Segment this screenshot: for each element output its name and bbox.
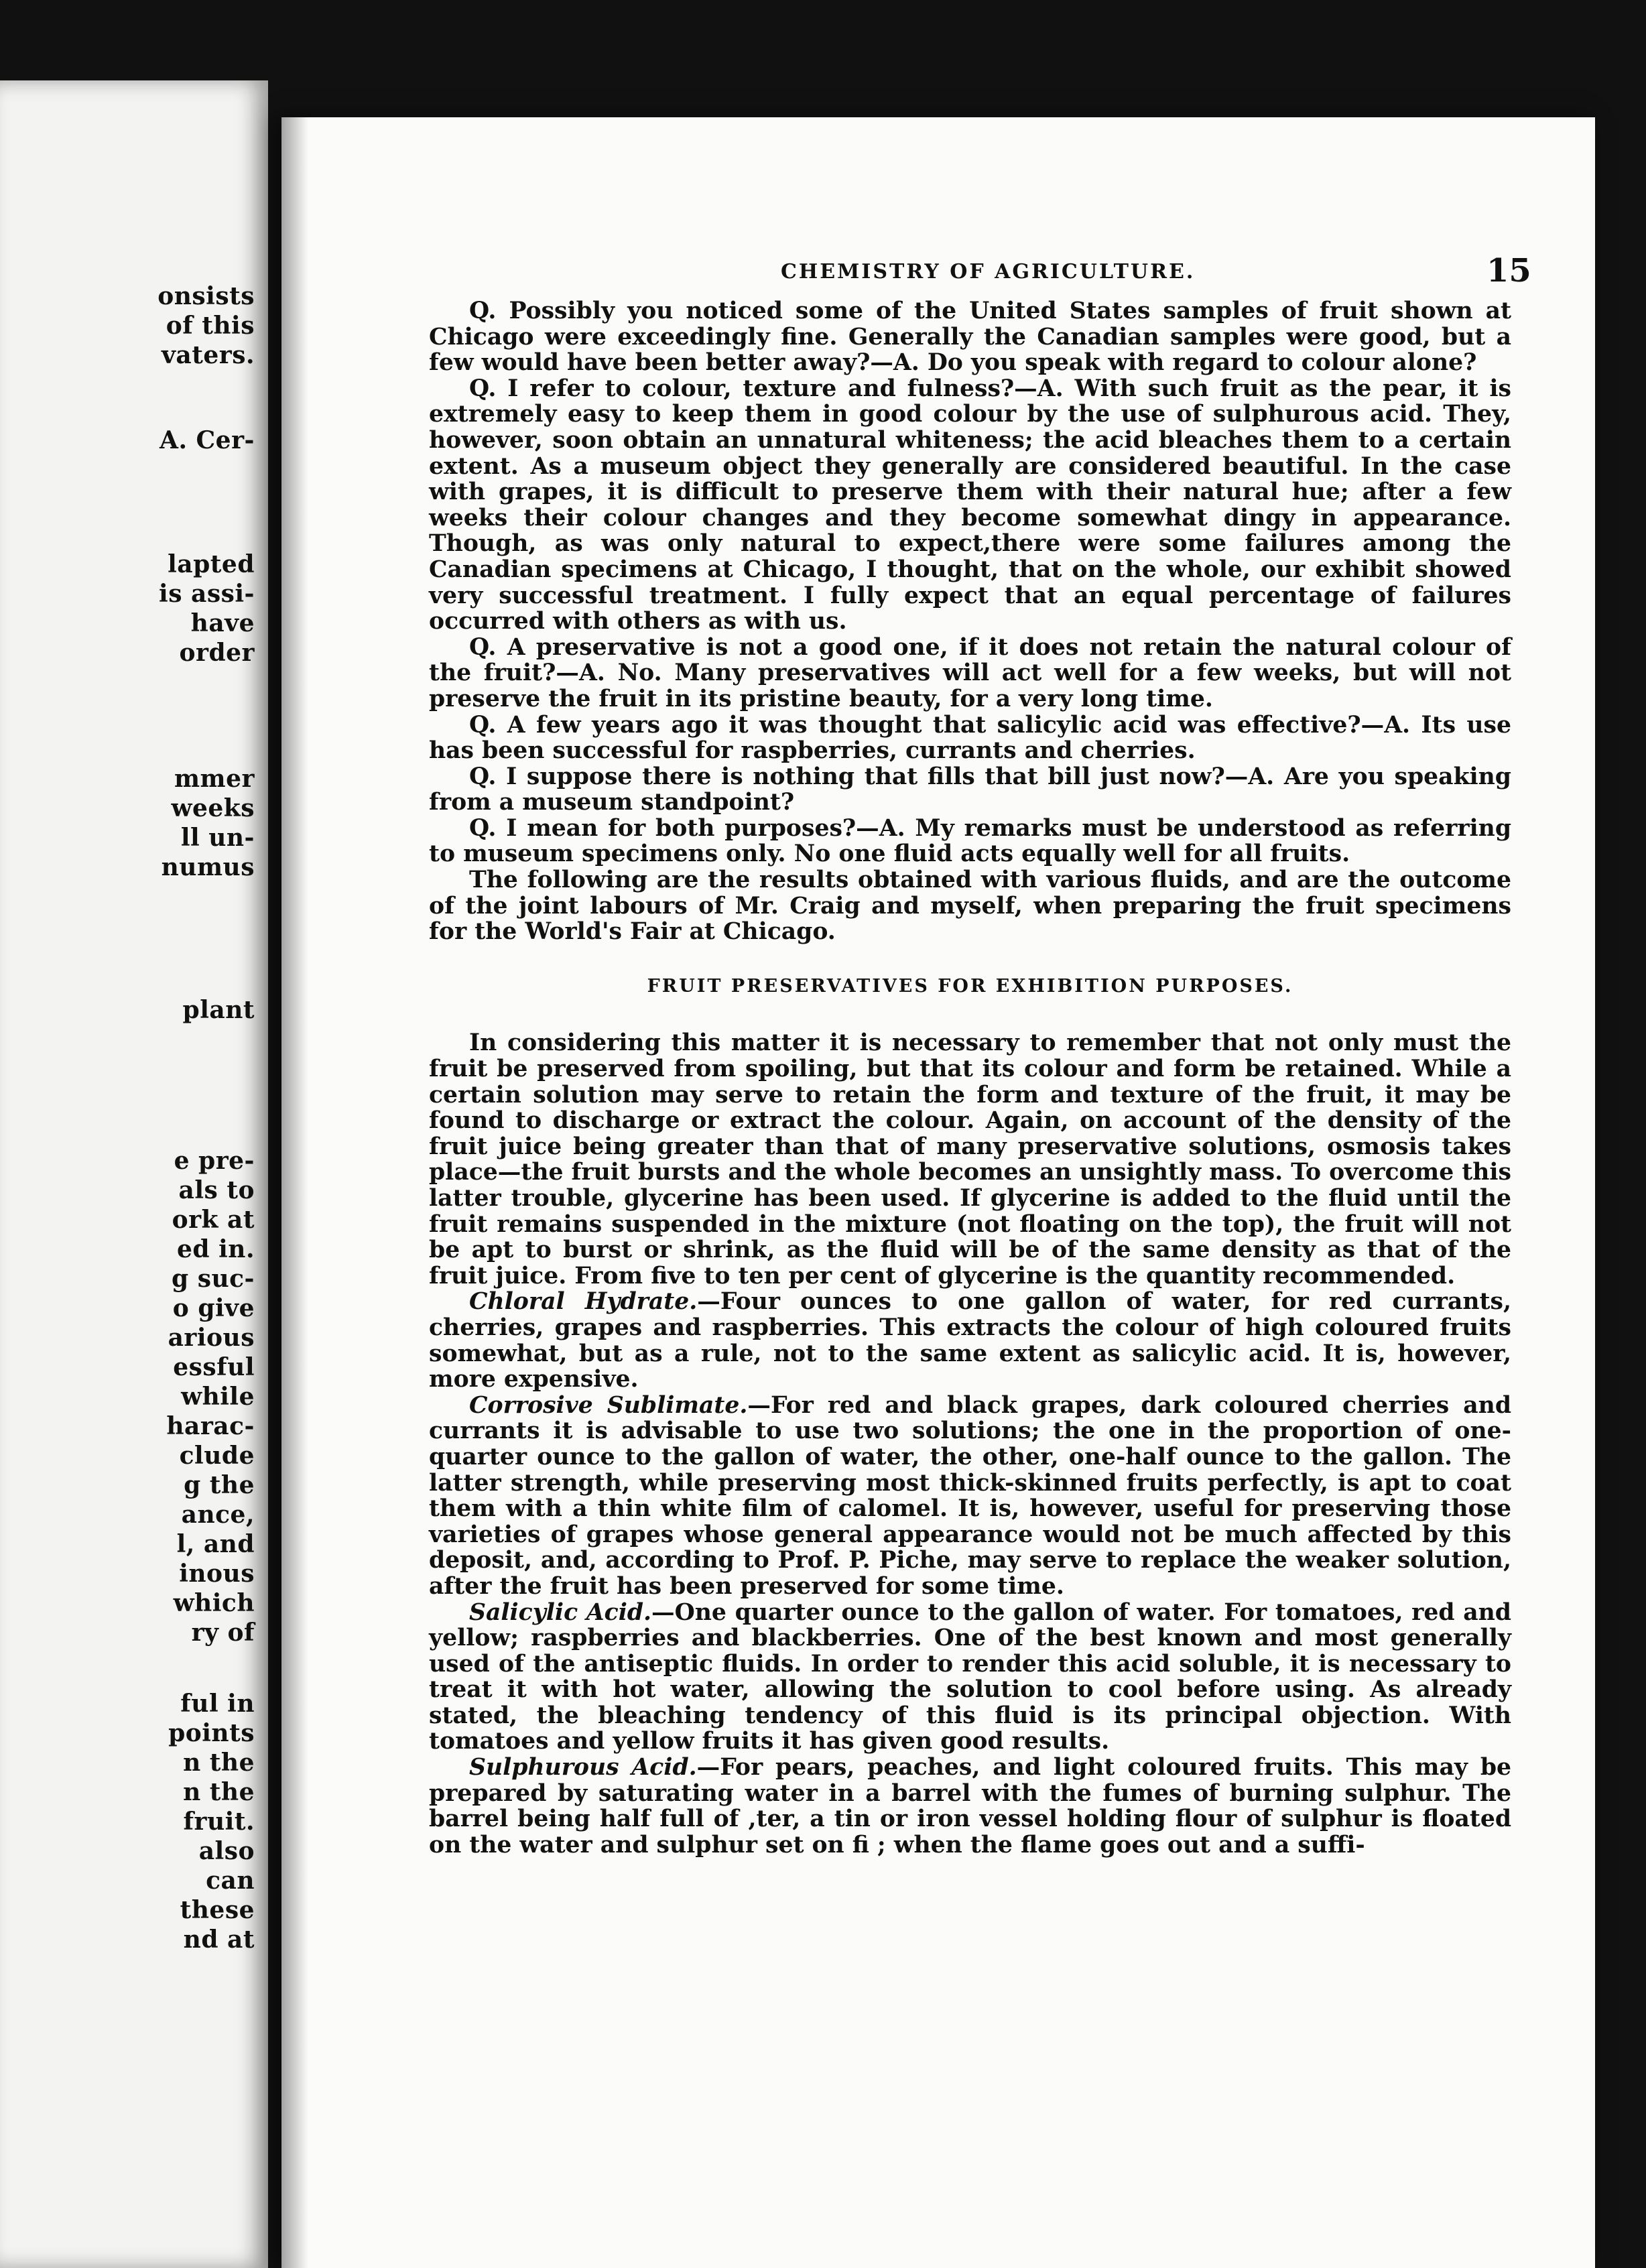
left-fragment: arious: [168, 1324, 255, 1352]
left-fragment: inous: [179, 1560, 255, 1588]
left-facing-page: [0, 80, 268, 2268]
left-fragment: onsists: [157, 282, 255, 310]
left-fragment: ful in: [180, 1690, 255, 1718]
left-fragment: numus: [161, 853, 255, 881]
running-title: CHEMISTRY OF AGRICULTURE.: [781, 260, 1196, 284]
entry-term: Corrosive Sublimate.: [469, 1391, 748, 1419]
left-fragment: can: [206, 1867, 255, 1895]
entry-text: —For pears, peaches, and light coloured fruits. This may be prepared by saturating water in a barrel with the fumes of burning sulphur. The barrel being half full of ,ter, a tin or iron vessel holding flour of sulphur is floated on the water and sulphur set on fi ; when the flame goes out and a suffi-: [429, 1754, 1511, 1858]
left-fragment: plant: [182, 996, 255, 1024]
left-fragment: while: [181, 1383, 255, 1411]
left-fragment: order: [179, 639, 255, 667]
intro-paragraph: In considering this matter it is necessary to remember that not only must the fruit be preserved from spoiling, but that its colour and form be retained. While a certain solution may serve to retain the form and texture of the fruit, it may be found to discharge or extract the colour. Again, on account of the density of the fruit juice being greater than that of many preservative solutions, osmosis takes place—the fruit bursts and the whole becomes an unsightly mass. To overcome this latter trouble, glycerine has been used. If glycerine is added to the fluid until the fruit remains suspended in the mixture (not floating on the top), the fruit will not be apt to burst or shrink, as the fluid will be of the same density as that of the fruit juice. From five to ten per cent of glycerine is the quantity recommended.: [429, 1029, 1511, 1289]
left-fragment: also: [198, 1837, 255, 1865]
left-fragment: e pre-: [174, 1147, 255, 1175]
gutter-shadow: [281, 117, 308, 2268]
left-fragment: vaters.: [161, 341, 255, 369]
entry-term: Salicylic Acid.: [469, 1598, 652, 1626]
left-fragment: nd at: [183, 1926, 255, 1954]
left-fragment: g suc-: [171, 1265, 255, 1293]
left-fragment: essful: [173, 1353, 255, 1381]
preservative-entry: [429, 1393, 1511, 1600]
left-fragment: points: [168, 1719, 255, 1747]
left-fragment: g the: [184, 1471, 255, 1499]
page-body: [429, 298, 1511, 1858]
page-number: 15: [1486, 252, 1531, 290]
entry-term: Sulphurous Acid.: [469, 1754, 697, 1781]
left-fragment: ed in.: [177, 1235, 255, 1263]
left-fragment: weeks: [171, 794, 255, 822]
section-heading: FRUIT PRESERVATIVES FOR EXHIBITION PURPOSES.: [647, 975, 1293, 997]
left-fragment: harac-: [166, 1412, 255, 1440]
left-fragment: n the: [183, 1778, 255, 1806]
entry-text: —One quarter ounce to the gallon of water. For tomatoes, red and yellow; raspberries and blackberries. One of the best known and most generally used of the antiseptic fluids. In order to render this acid soluble, it is necessary to treat it with hot water, allowing the solution to cool before using. As already stated, the bleaching tendency of this fluid is its principal objection. With tomatoes and yellow fruits it has given good results.: [429, 1598, 1511, 1755]
left-fragment: o give: [172, 1294, 255, 1322]
left-fragment: these: [180, 1896, 255, 1924]
left-fragment: ry of: [191, 1619, 255, 1647]
left-fragment: lapted: [168, 550, 255, 578]
left-fragment: mmer: [174, 765, 255, 793]
left-fragment: ll un-: [180, 824, 255, 852]
left-fragment: fruit.: [183, 1808, 255, 1836]
qa-paragraph: Q. A preservative is not a good one, if it does not retain the natural colour of the fruit?—A. No. Many preservatives will act well for a few weeks, but will not preserve the fruit in its pristine beauty, for a very long time.: [429, 633, 1511, 712]
qa-paragraph: Q. A few years ago it was thought that salicylic acid was effective?—A. Its use has been successful for raspberries, currants and cherries.: [429, 711, 1511, 765]
preservative-entry: [429, 1600, 1511, 1755]
left-fragment: l, and: [176, 1530, 255, 1558]
qa-paragraph: Q. I refer to colour, texture and fulness?—A. With such fruit as the pear, it is extremely easy to keep them in good colour by the use of sulphurous acid. They, however, soon obtain an unnatural whiteness; the acid bleaches them to a certain extent. As a museum object they generally are considered beautiful. In the case with grapes, it is difficult to preserve them with their natural hue; after a few weeks their colour changes and they become somewhat dingy in appearance. Though, as was only natural to expect,there were some failures among the Canadian specimens at Chicago, I thought, that on the whole, our exhibit showed very successful treatment. I fully expect that an equal percentage of failures occurred with others as with us.: [429, 375, 1511, 635]
left-fragment: which: [173, 1589, 255, 1617]
left-fragment: A. Cer-: [160, 426, 255, 454]
qa-paragraph: The following are the results obtained with various fluids, and are the outcome of the joint labours of Mr. Craig and myself, when preparing the fruit specimens for the World's Fair at Chicago.: [429, 867, 1511, 946]
left-fragment: ance,: [181, 1501, 255, 1529]
preservative-entry: [429, 1289, 1511, 1392]
left-fragment: of this: [166, 312, 255, 340]
entry-text: —Four ounces to one gallon of water, for red currants, cherries, grapes and raspberries. This extracts the colour of high coloured fruits somewhat, but as a rule, not to the same extent as salicylic acid. It is, however, more expensive.: [429, 1288, 1512, 1393]
entry-text: —For red and black grapes, dark coloured cherries and currants it is advisable to use two solutions; the one in the proportion of one-quarter ounce to the gallon of water, the other, one-half ounce to the gallon. The latter strength, while preserving most thick-skinned fruits perfectly, is apt to coat them with a thin white film of calomel. It is, however, useful for preserving those varieties of grapes whose general appearance would not be much affected by this deposit, and, according to Prof. P. Piche, may serve to replace the weaker solution, after the fruit has been preserved for some time.: [429, 1391, 1511, 1600]
entry-term: Chloral Hydrate.: [469, 1288, 698, 1316]
left-fragment: n the: [183, 1749, 255, 1777]
left-fragment: have: [190, 609, 255, 637]
qa-paragraph: Q. I mean for both purposes?—A. My remarks must be understood as referring to museum specimens only. No one fluid acts equally well for all fruits.: [429, 814, 1511, 868]
left-fragment: is assi-: [159, 580, 255, 608]
qa-paragraph: Q. I suppose there is nothing that fills that bill just now?—A. Are you speaking from a museum standpoint?: [429, 763, 1511, 816]
preservative-entry: [429, 1755, 1511, 1858]
qa-paragraph: Q. Possibly you noticed some of the United States samples of fruit shown at Chicago were exceedingly fine. Generally the Canadian samples were good, but a few would have been better away?—A. Do you speak with regard to colour alone?: [429, 298, 1511, 377]
left-fragment: ork at: [172, 1206, 255, 1234]
left-fragment: clude: [179, 1442, 255, 1470]
left-fragment: als to: [178, 1176, 255, 1204]
right-book-page: [281, 117, 1595, 2268]
